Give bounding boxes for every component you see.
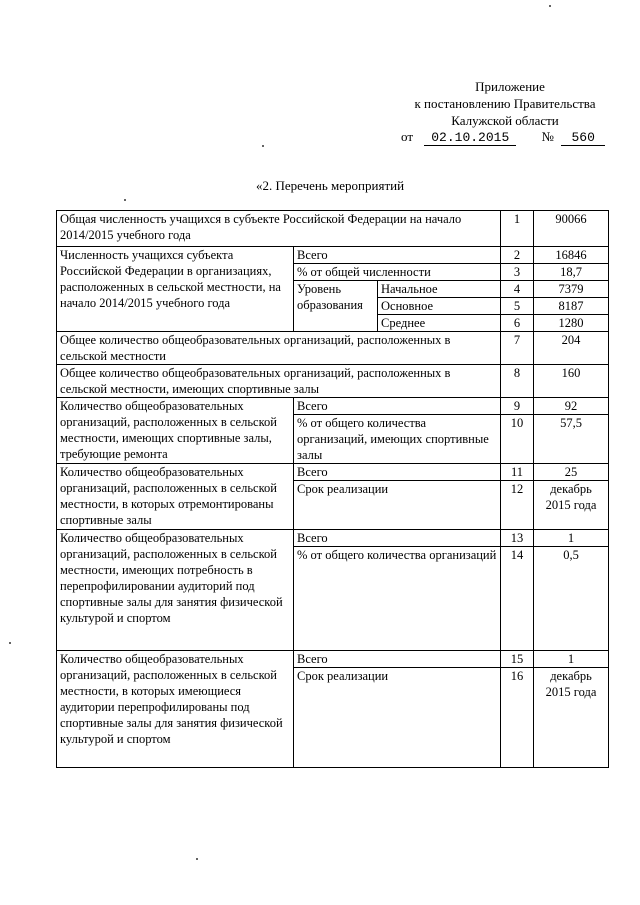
scan-speck bbox=[549, 5, 551, 7]
row-15-sublabel: Всего bbox=[294, 651, 501, 668]
row-13-number: 13 bbox=[501, 530, 534, 547]
section-title: «2. Перечень мероприятий bbox=[256, 178, 405, 193]
row-2-sublabel: Всего bbox=[294, 247, 501, 264]
scan-speck bbox=[262, 145, 264, 147]
row-10-number: 10 bbox=[501, 415, 534, 464]
number-prefix: № bbox=[541, 129, 554, 144]
decree-date-line bbox=[401, 129, 605, 146]
row-3-value: 18,7 bbox=[534, 264, 609, 281]
row-1-label: Общая численность учащихся в субъекте Российской Федерации на начало 2014/2015 учебного года bbox=[57, 211, 501, 247]
measures-table bbox=[56, 210, 609, 768]
appendix-line-3: Калужской области bbox=[451, 113, 559, 128]
row-3-number: 3 bbox=[501, 264, 534, 281]
row-6-value: 1280 bbox=[534, 315, 609, 332]
table-row bbox=[57, 530, 609, 547]
row-11-number: 11 bbox=[501, 464, 534, 481]
row-1-number: 1 bbox=[501, 211, 534, 247]
row-11-value: 25 bbox=[534, 464, 609, 481]
row-4-number: 4 bbox=[501, 281, 534, 298]
row-6-number: 6 bbox=[501, 315, 534, 332]
row-12-value: декабрь 2015 года bbox=[534, 481, 609, 530]
row-10-sublabel: % от общего количества организаций, имеющих спортивные залы bbox=[294, 415, 501, 464]
row-10-value: 57,5 bbox=[534, 415, 609, 464]
row-9-value: 92 bbox=[534, 398, 609, 415]
scan-speck bbox=[124, 199, 126, 201]
row-16-value: декабрь 2015 года bbox=[534, 668, 609, 768]
row-9-label: Количество общеобразовательных организаций, расположенных в сельской местности, имеющих спортивные залы, требующие ремонта bbox=[57, 398, 294, 464]
row-7-value: 204 bbox=[534, 332, 609, 365]
row-13-label: Количество общеобразовательных организаций, расположенных в сельской местности, имеющих потребность в перепрофилировании аудиторий под спортивные залы для занятия физической культурой и спортом bbox=[57, 530, 294, 651]
row-11-sublabel: Всего bbox=[294, 464, 501, 481]
row-5-sublabel: Основное bbox=[378, 298, 501, 315]
appendix-line-2: к постановлению Правительства bbox=[414, 96, 596, 111]
row-4-value: 7379 bbox=[534, 281, 609, 298]
row-2-value: 16846 bbox=[534, 247, 609, 264]
row-14-value: 0,5 bbox=[534, 547, 609, 651]
row-9-sublabel: Всего bbox=[294, 398, 501, 415]
scan-speck bbox=[9, 642, 11, 644]
table-row bbox=[57, 651, 609, 668]
row-4-sublabel: Начальное bbox=[378, 281, 501, 298]
table-row bbox=[57, 398, 609, 415]
row-15-value: 1 bbox=[534, 651, 609, 668]
row-8-value: 160 bbox=[534, 365, 609, 398]
row-8-label: Общее количество общеобразовательных организаций, расположенных в сельской местности, имеющих спортивные залы bbox=[57, 365, 501, 398]
row-7-number: 7 bbox=[501, 332, 534, 365]
row-14-sublabel: % от общего количества организаций bbox=[294, 547, 501, 651]
row-14-number: 14 bbox=[501, 547, 534, 651]
row-7-label: Общее количество общеобразовательных организаций, расположенных в сельской местности bbox=[57, 332, 501, 365]
appendix-line-1: Приложение bbox=[475, 79, 545, 94]
table-row bbox=[57, 247, 609, 264]
date-prefix: от bbox=[401, 129, 414, 144]
row-3-sublabel: % от общей численности bbox=[294, 264, 501, 281]
row-1-value: 90066 bbox=[534, 211, 609, 247]
table-row bbox=[57, 464, 609, 481]
row-16-number: 16 bbox=[501, 668, 534, 768]
table-row bbox=[57, 211, 609, 247]
row-12-number: 12 bbox=[501, 481, 534, 530]
row-2-label: Численность учащихся субъекта Российской Федерации в организациях, расположенных в сельской местности, на начало 2014/2015 учебного года bbox=[57, 247, 294, 332]
row-9-number: 9 bbox=[501, 398, 534, 415]
row-8-number: 8 bbox=[501, 365, 534, 398]
appendix-title bbox=[440, 78, 580, 95]
row-2-number: 2 bbox=[501, 247, 534, 264]
row-6-sublabel: Среднее bbox=[378, 315, 501, 332]
row-13-sublabel: Всего bbox=[294, 530, 501, 547]
education-level-label: Уровень образования bbox=[294, 281, 378, 332]
row-13-value: 1 bbox=[534, 530, 609, 547]
row-5-number: 5 bbox=[501, 298, 534, 315]
row-15-label: Количество общеобразовательных организаций, расположенных в сельской местности, в которых имеющиеся аудитории перепрофилированы под спортивные залы для занятия физической культурой и спортом bbox=[57, 651, 294, 768]
table-row bbox=[57, 365, 609, 398]
decree-date: 02.10.2015 bbox=[424, 130, 516, 146]
row-12-sublabel: Срок реализации bbox=[294, 481, 501, 530]
row-11-label: Количество общеобразовательных организаций, расположенных в сельской местности, в которых отремонтированы спортивные залы bbox=[57, 464, 294, 530]
scan-speck bbox=[196, 858, 198, 860]
row-5-value: 8187 bbox=[534, 298, 609, 315]
decree-number: 560 bbox=[561, 130, 605, 146]
table-row bbox=[57, 332, 609, 365]
appendix-subtitle bbox=[400, 95, 610, 129]
row-15-number: 15 bbox=[501, 651, 534, 668]
row-16-sublabel: Срок реализации bbox=[294, 668, 501, 768]
